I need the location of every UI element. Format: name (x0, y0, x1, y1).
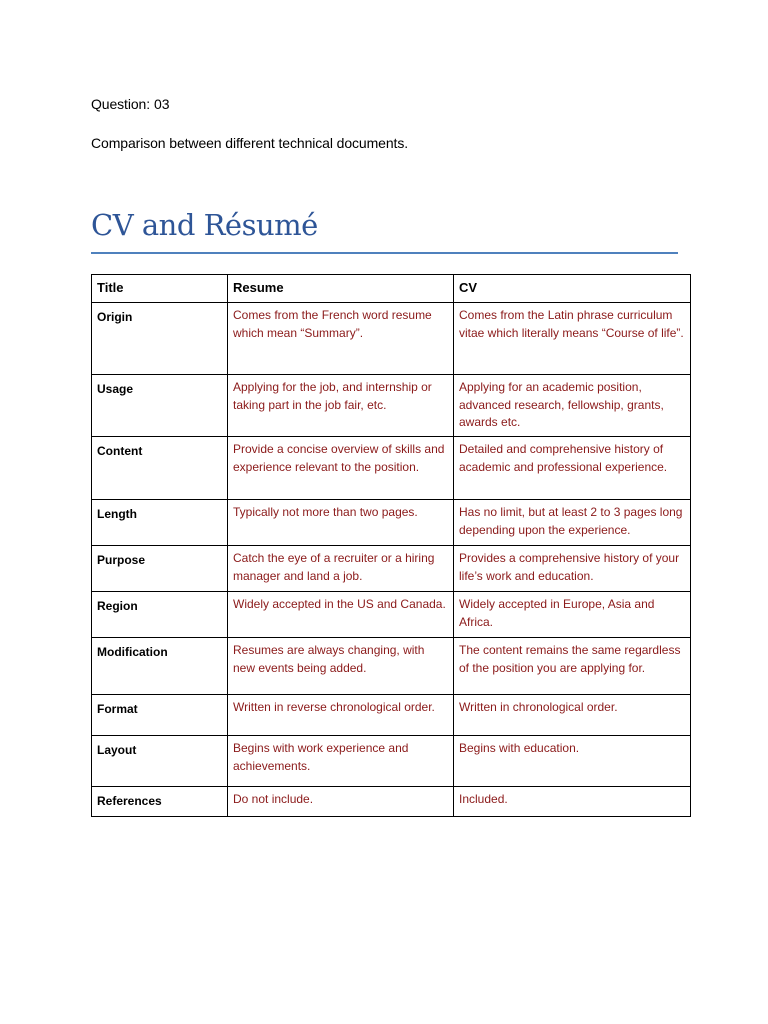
resume-cell: Comes from the French word resume which mean “Summary”. (228, 303, 454, 375)
row-title: Purpose (92, 546, 228, 592)
cv-cell: Has no limit, but at least 2 to 3 pages long depending upon the experience. (454, 500, 691, 546)
question-number: 03 (154, 96, 170, 112)
resume-cell: Do not include. (228, 787, 454, 817)
cv-cell: Provides a comprehensive history of your life’s work and education. (454, 546, 691, 592)
table-row (92, 695, 691, 736)
heading-underline (91, 252, 678, 254)
table-row (92, 375, 691, 437)
row-title: Modification (92, 638, 228, 695)
cv-cell: Begins with education. (454, 736, 691, 787)
table-row (92, 592, 691, 638)
cv-cell: Comes from the Latin phrase curriculum vitae which literally means “Course of life”. (454, 303, 691, 375)
question-label: Question: (91, 96, 151, 112)
cv-cell: Written in chronological order. (454, 695, 691, 736)
resume-cell: Resumes are always changing, with new events being added. (228, 638, 454, 695)
row-title: Origin (92, 303, 228, 375)
row-title: Layout (92, 736, 228, 787)
page-title: CV and Résumé (91, 208, 318, 242)
header-resume: Resume (228, 275, 454, 303)
cv-cell: Included. (454, 787, 691, 817)
row-title: Format (92, 695, 228, 736)
row-title: Usage (92, 375, 228, 437)
resume-cell: Catch the eye of a recruiter or a hiring manager and land a job. (228, 546, 454, 592)
table-row (92, 546, 691, 592)
resume-cell: Widely accepted in the US and Canada. (228, 592, 454, 638)
table-row (92, 787, 691, 817)
table-row (92, 736, 691, 787)
table-row (92, 303, 691, 375)
row-title: Region (92, 592, 228, 638)
row-title: Length (92, 500, 228, 546)
resume-cell: Applying for the job, and internship or taking part in the job fair, etc. (228, 375, 454, 437)
cv-cell: The content remains the same regardless of the position you are applying for. (454, 638, 691, 695)
resume-cell: Written in reverse chronological order. (228, 695, 454, 736)
cv-cell: Applying for an academic position, advanced research, fellowship, grants, awards etc. (454, 375, 691, 437)
subtitle: Comparison between different technical documents. (91, 135, 409, 151)
table-row (92, 437, 691, 500)
resume-cell: Begins with work experience and achievements. (228, 736, 454, 787)
cv-cell: Detailed and comprehensive history of academic and professional experience. (454, 437, 691, 500)
comparison-table (91, 274, 691, 817)
header-cv: CV (454, 275, 691, 303)
resume-cell: Typically not more than two pages. (228, 500, 454, 546)
table-row (92, 500, 691, 546)
table-header-row (92, 275, 691, 303)
cv-cell: Widely accepted in Europe, Asia and Africa. (454, 592, 691, 638)
row-title: Content (92, 437, 228, 500)
header-title: Title (92, 275, 228, 303)
resume-cell: Provide a concise overview of skills and experience relevant to the position. (228, 437, 454, 500)
question-line (91, 96, 169, 112)
row-title: References (92, 787, 228, 817)
table-row (92, 638, 691, 695)
